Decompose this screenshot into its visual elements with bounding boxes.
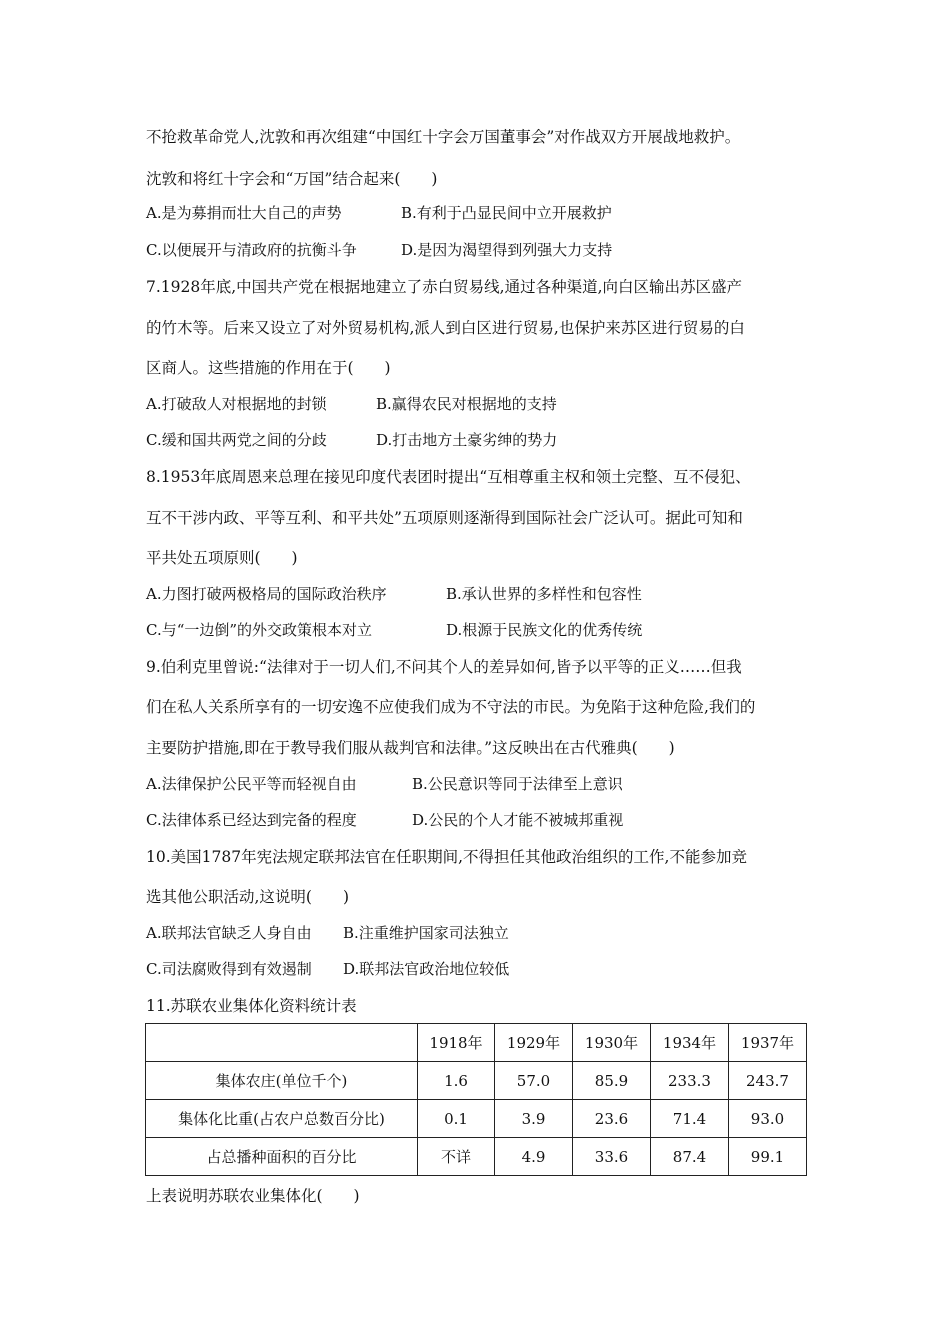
q10-option-c[interactable]: C.司法腐败得到有效遏制 (146, 960, 312, 978)
table-header-row (146, 1024, 807, 1062)
table-cell: 0.1 (418, 1100, 495, 1138)
table-row (146, 1100, 807, 1138)
q8-stem-line-1: 8.1953年底周恩来总理在接见印度代表团时提出“互相尊重主权和领土完整、互不侵犯、 (146, 468, 751, 486)
table-row (146, 1062, 807, 1100)
q7-option-b[interactable]: B.赢得农民对根据地的支持 (376, 395, 557, 413)
q10-option-b[interactable]: B.注重维护国家司法独立 (343, 924, 509, 942)
table-cell: 243.7 (729, 1062, 807, 1100)
q9-option-c[interactable]: C.法律体系已经达到完备的程度 (146, 811, 357, 829)
table-cell: 99.1 (729, 1138, 807, 1176)
q6-stem-line-1: 不抢救革命党人,沈敦和再次组建“中国红十字会万国董事会”对作战双方开展战地救护。 (146, 128, 741, 146)
q11-stem: 上表说明苏联农业集体化( ) (146, 1187, 360, 1205)
table-cell: 85.9 (573, 1062, 651, 1100)
q7-stem-line-2: 的竹木等。后来又设立了对外贸易机构,派人到白区进行贸易,也保护来苏区进行贸易的白 (146, 319, 745, 337)
q7-stem-line-1: 7.1928年底,中国共产党在根据地建立了赤白贸易线,通过各种渠道,向白区输出苏区盛产 (146, 278, 743, 296)
table-cell: 233.3 (651, 1062, 729, 1100)
q11-title: 11.苏联农业集体化资料统计表 (146, 997, 357, 1015)
q10-stem-line-2: 选其他公职活动,这说明( ) (146, 888, 350, 906)
q8-option-d[interactable]: D.根源于民族文化的优秀传统 (446, 621, 643, 639)
table-cell: 3.9 (495, 1100, 573, 1138)
table-cell: 1.6 (418, 1062, 495, 1100)
q8-stem-line-3: 平共处五项原则( ) (146, 549, 298, 567)
table-row (146, 1138, 807, 1176)
table-cell: 87.4 (651, 1138, 729, 1176)
table-cell: 57.0 (495, 1062, 573, 1100)
q7-stem-line-3: 区商人。这些措施的作用在于( ) (146, 359, 391, 377)
table-cell: 93.0 (729, 1100, 807, 1138)
table-row-label: 集体农庄(单位千个) (146, 1062, 418, 1100)
q7-option-d[interactable]: D.打击地方土豪劣绅的势力 (376, 431, 558, 449)
q10-option-d[interactable]: D.联邦法官政治地位较低 (343, 960, 510, 978)
q8-option-b[interactable]: B.承认世界的多样性和包容性 (446, 585, 642, 603)
q9-stem-line-3: 主要防护措施,即在于教导我们服从裁判官和法律。”这反映出在古代雅典( ) (146, 739, 675, 757)
q7-option-c[interactable]: C.缓和国共两党之间的分歧 (146, 431, 327, 449)
q10-stem-line-1: 10.美国1787年宪法规定联邦法官在任职期间,不得担任其他政治组织的工作,不能参加竞 (146, 848, 747, 866)
table-header-cell: 1937年 (729, 1024, 807, 1062)
q6-option-d[interactable]: D.是因为渴望得到列强大力支持 (401, 241, 613, 259)
table-header-cell: 1930年 (573, 1024, 651, 1062)
q9-option-d[interactable]: D.公民的个人才能不被城邦重视 (412, 811, 624, 829)
table-header-cell: 1934年 (651, 1024, 729, 1062)
q6-option-c[interactable]: C.以便展开与清政府的抗衡斗争 (146, 241, 357, 259)
q8-stem-line-2: 互不干涉内政、平等互利、和平共处”五项原则逐渐得到国际社会广泛认可。据此可知和 (146, 509, 743, 527)
table-header-cell: 1929年 (495, 1024, 573, 1062)
collectivization-table (145, 1023, 807, 1176)
table-cell: 23.6 (573, 1100, 651, 1138)
q7-option-a[interactable]: A.打破敌人对根据地的封锁 (146, 395, 327, 413)
q6-option-a[interactable]: A.是为募捐而壮大自己的声势 (146, 204, 342, 222)
table-cell: 4.9 (495, 1138, 573, 1176)
q9-option-b[interactable]: B.公民意识等同于法律至上意识 (412, 775, 623, 793)
table-header-cell (146, 1024, 418, 1062)
q9-option-a[interactable]: A.法律保护公民平等而轻视自由 (146, 775, 357, 793)
q10-option-a[interactable]: A.联邦法官缺乏人身自由 (146, 924, 312, 942)
q8-option-a[interactable]: A.力图打破两极格局的国际政治秩序 (146, 585, 387, 603)
table-cell: 71.4 (651, 1100, 729, 1138)
table-cell: 不详 (418, 1138, 495, 1176)
table-row-label: 占总播种面积的百分比 (146, 1138, 418, 1176)
table-header-cell: 1918年 (418, 1024, 495, 1062)
q6-option-b[interactable]: B.有利于凸显民间中立开展救护 (401, 204, 612, 222)
q8-option-c[interactable]: C.与“一边倒”的外交政策根本对立 (146, 621, 373, 639)
q9-stem-line-1: 9.伯利克里曾说:“法律对于一切人们,不问其个人的差异如何,皆予以平等的正义……但我 (146, 658, 742, 676)
q6-stem-line-2: 沈敦和将红十字会和“万国”结合起来( ) (146, 170, 438, 188)
table-row-label: 集体化比重(占农户总数百分比) (146, 1100, 418, 1138)
q9-stem-line-2: 们在私人关系所享有的一切安逸不应使我们成为不守法的市民。为免陷于这种危险,我们的 (146, 698, 756, 716)
table-cell: 33.6 (573, 1138, 651, 1176)
